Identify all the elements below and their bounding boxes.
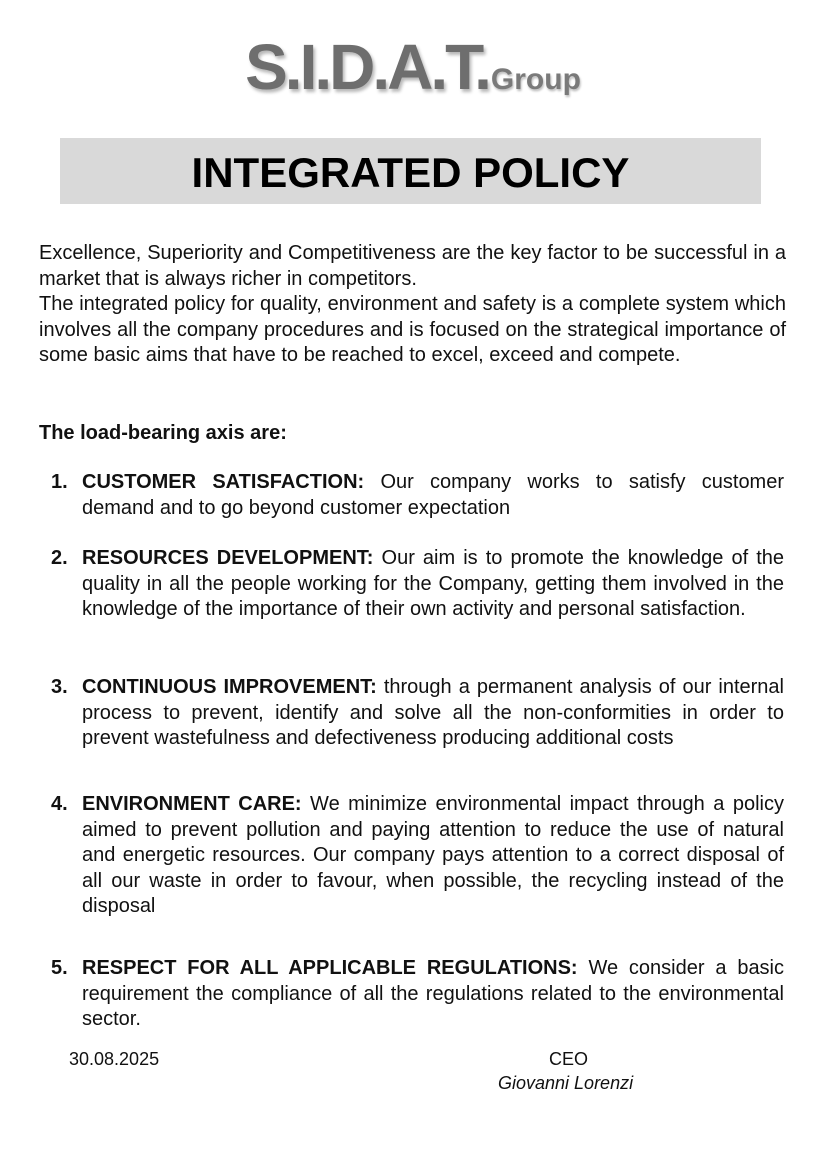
policy-text: Our aim is to promote the knowledge of the quality in all the people working for the Company, getting them involved in the knowledge of the importance of their own activity and personal satisfaction. xyxy=(82,547,784,621)
axis-heading: The load-bearing axis are: xyxy=(39,422,287,444)
policy-number: 1. xyxy=(51,471,68,493)
policy-heading: RESOURCES DEVELOPMENT: xyxy=(82,547,374,569)
policy-number: 4. xyxy=(51,793,68,815)
policy-heading: ENVIRONMENT CARE: xyxy=(82,793,302,815)
policy-number: 2. xyxy=(51,547,68,569)
document-date: 30.08.2025 xyxy=(69,1049,160,1069)
company-logo xyxy=(0,30,826,103)
intro-paragraph: The integrated policy for quality, environment and safety is a complete system which involves all the company procedures and is focused on the strategical importance of some basic aims that have to be reached to excel, exceed and compete. xyxy=(39,293,786,367)
intro-section xyxy=(39,241,786,369)
policy-text: We minimize environmental impact through a policy aimed to prevent pollution and paying attention to reduce the use of natural and energetic resources. Our company pays attention to a correct disposal of all our waste in order to favour, when possible, the recycling instead of the disposal xyxy=(82,793,784,918)
page-title: INTEGRATED POLICY xyxy=(191,149,630,196)
policy-heading: CONTINUOUS IMPROVEMENT: xyxy=(82,676,377,698)
policy-text: through a permanent analysis of our internal process to prevent, identify and solve all the non-conformities in order to prevent wastefulness and defectiveness producing additional costs xyxy=(82,676,784,750)
signatory-role: CEO xyxy=(549,1049,589,1069)
policy-number: 5. xyxy=(51,957,68,979)
policy-number: 3. xyxy=(51,676,68,698)
policy-text: We consider a basic requirement the compliance of all the regulations related to the environmental sector. xyxy=(82,957,785,1031)
policy-text: Our company works to satisfy customer demand and to go beyond customer expectation xyxy=(82,471,785,519)
title-banner xyxy=(60,138,761,204)
policy-heading: RESPECT FOR ALL APPLICABLE REGULATIONS: xyxy=(82,957,578,979)
logo-main-text: S.I.D.A.T. xyxy=(245,31,489,103)
logo-sub-text: Group xyxy=(490,63,581,96)
intro-paragraph: Excellence, Superiority and Competitiveness are the key factor to be successful in a market that is always richer in competitors. xyxy=(39,242,786,290)
signatory-name: Giovanni Lorenzi xyxy=(498,1073,634,1093)
policy-heading: CUSTOMER SATISFACTION: xyxy=(82,471,365,493)
